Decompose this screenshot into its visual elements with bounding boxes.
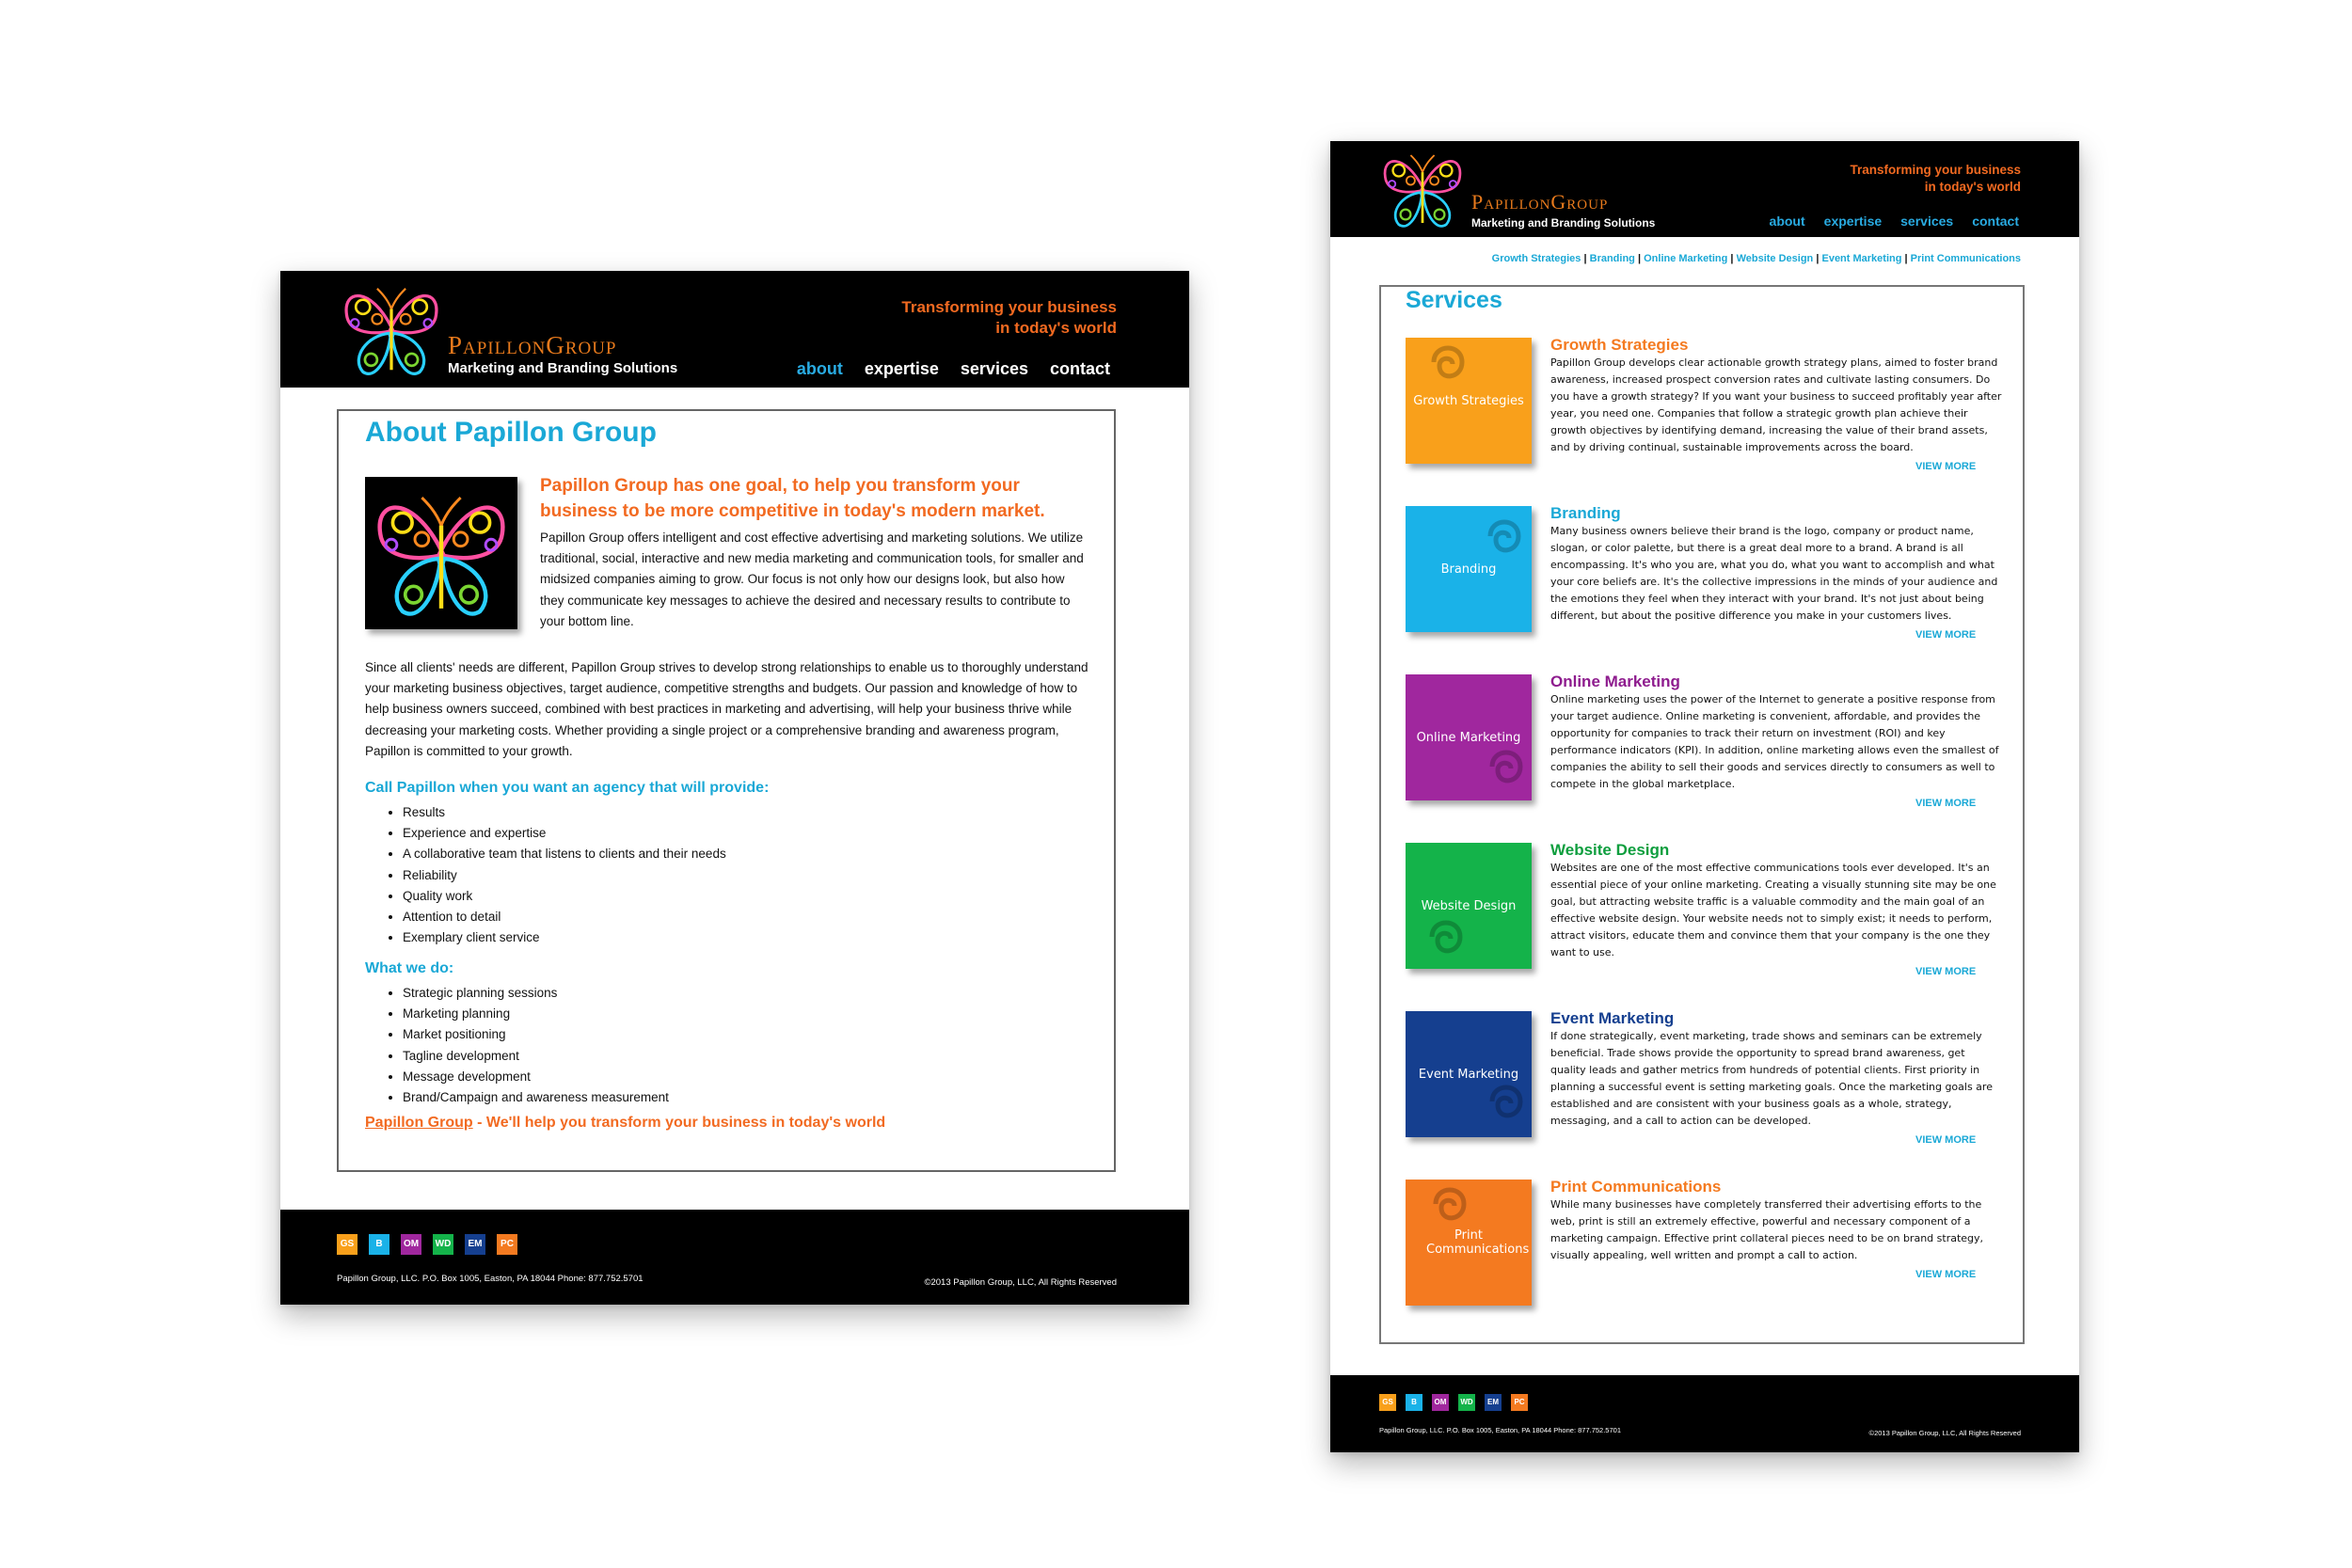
footer-square-pc[interactable]: PC — [497, 1234, 517, 1255]
nav-services[interactable]: services — [960, 359, 1028, 378]
site-header — [280, 271, 1189, 388]
footer-square-gs[interactable]: GS — [337, 1234, 358, 1255]
provide-list-item: • A collaborative team that listens to clients and their needs — [403, 844, 726, 864]
about-butterfly-image — [365, 477, 517, 629]
intro-paragraph: Papillon Group offers intelligent and cost effective advertising and marketing solutions. We utilize traditional, social, interactive and new media marketing and communication tools, for smaller and midsized companies aiming to grow. Our focus is not only how our designs look, but also how they communicate key messages to achieve the desired and necessary results to contribute to your bottom line. — [540, 531, 1084, 628]
view-more-print-communications[interactable]: VIEW MORE — [1915, 1269, 1977, 1280]
service-title-growth-strategies: Growth Strategies — [1550, 336, 1689, 354]
services-subnav — [1492, 253, 2021, 264]
footer-square-gs[interactable]: GS — [1379, 1394, 1396, 1411]
site-footer — [280, 1210, 1189, 1305]
provide-heading: Call Papillon when you want an agency that will provide: — [365, 780, 770, 796]
footer-address: Papillon Group, LLC. P.O. Box 1005, Easton, PA 18044 Phone: 877.752.5701 — [1379, 1426, 1621, 1434]
nav-contact[interactable]: contact — [1972, 214, 2019, 229]
service-text-branding: Many business owners believe their brand is the logo, company or product name, slogan, or color palette, but there is a great deal more to a brand. A brand is all encompassing. It's who you are, what you do, what you want to accomplish and what your core beliefs are. It's the collective impressions in the minds of your audience and the emotions they feel when they interact with your brand. It's not just about being different, but about the positive difference you make in your customers lives. — [1550, 525, 1998, 622]
service-title-website-design: Website Design — [1550, 841, 1670, 859]
subnav-print-communications[interactable]: Print Communications — [1910, 253, 2021, 264]
tile-online-marketing[interactable] — [1406, 674, 1532, 800]
tile-event-marketing[interactable] — [1406, 1011, 1532, 1137]
main-nav — [1770, 214, 2019, 229]
footer-square-em[interactable]: EM — [465, 1234, 485, 1255]
service-text-online-marketing: Online marketing uses the power of the Internet to generate a positive response from your target audience. Online marketing is convenient, affordable, and provides the opportunity for companies to track their return on investment (ROI) and key performance indicators (KPI). In addition, online marketing allows even the smallest of companies the ability to sell their goods and services directly to consumers as well to compete in the global marketplace. — [1550, 693, 1999, 790]
footer-square-b[interactable]: B — [369, 1234, 389, 1255]
what-we-do-list-item: • Brand/Campaign and awareness measurement — [403, 1087, 669, 1108]
what-we-do-list-item: • Strategic planning sessions — [403, 983, 669, 1004]
services-page — [1330, 141, 2079, 1452]
view-more-event-marketing[interactable]: VIEW MORE — [1915, 1134, 1977, 1146]
page-title: Services — [1406, 287, 1502, 313]
provide-list-item: • Exemplary client service — [403, 927, 726, 948]
subnav-branding[interactable]: Branding — [1589, 253, 1635, 264]
tile-label: Event Marketing — [1418, 1067, 1519, 1082]
service-title-print-communications: Print Communications — [1550, 1178, 1722, 1196]
subnav-website-design[interactable]: Website Design — [1736, 253, 1814, 264]
footer-copyright: ©2013 Papillon Group, LLC, All Rights Reserved — [1868, 1429, 2021, 1437]
brand-subtitle: Marketing and Branding Solutions — [448, 360, 678, 376]
lead-statement: Papillon Group has one goal, to help you transform your business to be more competitive in today's modern market. — [540, 476, 1045, 521]
site-footer — [1330, 1375, 2079, 1452]
tagline-line-2: in today's world — [995, 319, 1117, 337]
service-text-event-marketing: If done strategically, event marketing, trade shows and seminars can be extremely beneficial. Trade shows provide the opportunity to spread brand awareness, get quality leads and gather metrics from hundreds of potential clients. First priority in planning a successful event is setting marketing goals. Once the marketing goals are established and are consistent with your business goals as a whole, strategy, messaging, and a call to action can be developed. — [1550, 1030, 1993, 1127]
nav-about[interactable]: about — [796, 359, 843, 378]
footer-square-em[interactable]: EM — [1485, 1394, 1502, 1411]
provide-list-item: • Quality work — [403, 886, 726, 907]
footer-copyright: ©2013 Papillon Group, LLC, All Rights Reserved — [924, 1277, 1117, 1288]
tagline-line-1: Transforming your business — [1850, 163, 2021, 177]
tile-label: Branding — [1440, 562, 1497, 577]
subnav-online-marketing[interactable]: Online Marketing — [1644, 253, 1728, 264]
service-title-online-marketing: Online Marketing — [1550, 673, 1680, 690]
what-we-do-list-item: • Message development — [403, 1067, 669, 1087]
header-tagline — [901, 297, 1117, 339]
view-more-website-design[interactable]: VIEW MORE — [1915, 966, 1977, 977]
what-we-do-list-item: • Tagline development — [403, 1046, 669, 1067]
brand-name[interactable]: PapillonGroup — [448, 331, 617, 359]
provide-list-item: • Results — [403, 802, 726, 823]
nav-services[interactable]: services — [1900, 214, 1954, 229]
tile-label: Growth Strategies — [1413, 393, 1524, 408]
services-content-box — [1379, 285, 2025, 1344]
relationship-paragraph: Since all clients' needs are different, Papillon Group strives to develop strong relationships to enable us to thoroughly understand your marketing business objectives, target audience, competitive strengths and budgets. Our passion and knowledge of how to help business owners succeed, combined with best practices in marketing and advertising, will help your business thrive while decreasing your marketing costs. Whether providing a single project or a comprehensive branding and awareness program, Papillon is committed to your growth. — [365, 660, 1089, 758]
nav-expertise[interactable]: expertise — [864, 359, 939, 378]
what-we-do-list-item: • Market positioning — [403, 1024, 669, 1045]
tile-label: Website Design — [1421, 898, 1517, 913]
provide-list-item: • Experience and expertise — [403, 823, 726, 844]
subnav-separator: | — [1901, 253, 1911, 264]
tile-branding[interactable] — [1406, 506, 1532, 632]
tile-label: Online Marketing — [1416, 730, 1521, 745]
subnav-event-marketing[interactable]: Event Marketing — [1821, 253, 1902, 264]
about-page — [280, 271, 1189, 1305]
tile-label: Print Communications — [1426, 1228, 1530, 1257]
service-title-branding: Branding — [1550, 504, 1621, 522]
what-we-do-list — [365, 983, 669, 1108]
header-tagline — [1850, 162, 2021, 196]
about-content-box — [337, 409, 1116, 1172]
view-more-growth-strategies[interactable]: VIEW MORE — [1915, 461, 1977, 472]
swirl-icon — [1453, 506, 1532, 593]
footer-square-om[interactable]: OM — [1432, 1394, 1449, 1411]
butterfly-image-icon — [365, 477, 517, 629]
footer-square-wd[interactable]: WD — [433, 1234, 453, 1255]
subnav-growth-strategies[interactable]: Growth Strategies — [1491, 253, 1581, 264]
view-more-branding[interactable]: VIEW MORE — [1915, 629, 1977, 641]
service-text-print-communications: While many businesses have completely transferred their advertising efforts to the web, print is still an extremely effective, powerful and necessary component of a marketing campaign. Effective print collateral pieces need to be on brand strategy, visually appealing, well written and prompt a call to action. — [1550, 1198, 1984, 1261]
tile-website-design[interactable] — [1406, 843, 1532, 969]
service-text-website-design: Websites are one of the most effective communications tools ever developed. It's an essential piece of your online marketing. Creating a visually stunning site may be one goal, but attracting website traffic is a valuable commodity and the main goal of an effective website design. Your website needs not to simply exist; it needs to perform, attract visitors, educate them and convince them that your company is the one they want to use. — [1550, 862, 1996, 958]
main-nav — [797, 359, 1110, 379]
page-title: About Papillon Group — [365, 417, 657, 448]
what-we-do-list-item: • Marketing planning — [403, 1004, 669, 1024]
nav-about[interactable]: about — [1769, 214, 1805, 229]
subnav-separator: | — [1581, 253, 1590, 264]
tile-print-communications[interactable] — [1406, 1180, 1532, 1306]
closing-text: - We'll help you transform your business in today's world — [472, 1115, 886, 1131]
footer-square-pc[interactable]: PC — [1511, 1394, 1528, 1411]
closing-line — [365, 1115, 885, 1132]
footer-address: Papillon Group, LLC. P.O. Box 1005, Easton, PA 18044 Phone: 877.752.5701 — [337, 1274, 644, 1284]
tagline-line-2: in today's world — [1924, 180, 2021, 194]
tile-growth-strategies[interactable] — [1406, 338, 1532, 464]
papillon-group-link[interactable]: Papillon Group — [365, 1115, 473, 1131]
footer-square-om[interactable]: OM — [401, 1234, 421, 1255]
subnav-separator: | — [1727, 253, 1737, 264]
subnav-separator: | — [1813, 253, 1822, 264]
brand-subtitle: Marketing and Branding Solutions — [1471, 216, 1656, 230]
subnav-separator: | — [1634, 253, 1645, 264]
nav-contact[interactable]: contact — [1049, 359, 1110, 378]
site-header — [1330, 141, 2079, 237]
brand-name[interactable]: PapillonGroup — [1471, 190, 1609, 214]
footer-square-wd[interactable]: WD — [1458, 1394, 1475, 1411]
what-we-do-heading: What we do: — [365, 960, 454, 976]
tagline-line-1: Transforming your business — [901, 298, 1117, 316]
footer-square-b[interactable]: B — [1406, 1394, 1422, 1411]
nav-expertise[interactable]: expertise — [1823, 214, 1883, 229]
service-text-growth-strategies: Papillon Group develops clear actionable growth strategy plans, aimed to foster brand awareness, increased prospect conversion rates and cultivate lasting consumers. Do you have a growth strategy? If you want your business to succeed profitably year after year, you need one. Companies that follow a strategic growth plan achieve their growth objectives by identifying demand, increasing the value of their brand assets, and by driving continual, sustainable improvements across the board. — [1550, 356, 2002, 453]
service-title-event-marketing: Event Marketing — [1550, 1009, 1675, 1027]
provide-list-item: • Reliability — [403, 865, 726, 886]
provide-list-item: • Attention to detail — [403, 907, 726, 927]
butterfly-logo-icon[interactable] — [335, 278, 448, 380]
butterfly-logo-icon[interactable] — [1377, 147, 1468, 231]
provide-list — [365, 802, 726, 948]
view-more-online-marketing[interactable]: VIEW MORE — [1915, 798, 1977, 809]
